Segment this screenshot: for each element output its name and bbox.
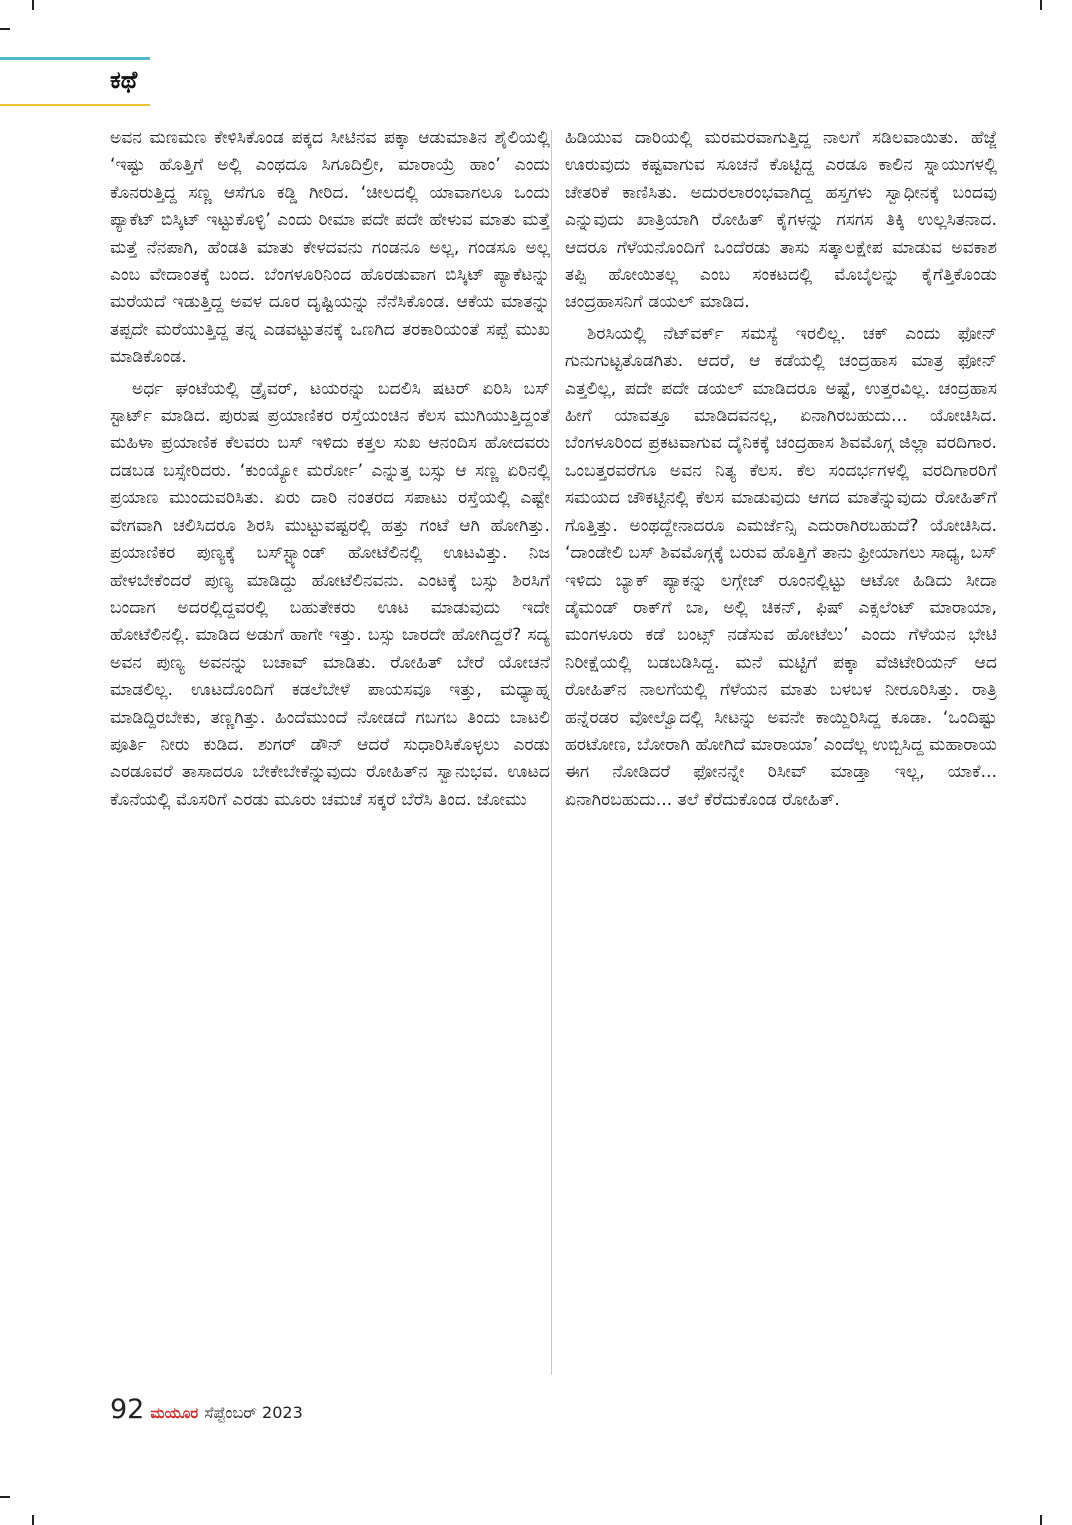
section-label: ಕಥೆ [110,66,138,94]
crop-mark [32,1515,34,1525]
article-paragraph: ಅವನ ಮಣಮಣ ಕೇಳಿಸಿಕೊಂಡ ಪಕ್ಕದ ಸೀಟಿನವ ಪಕ್ಕಾ ಆಡುಮಾತಿನ ಶೈಲಿಯಲ್ಲಿ ‘ಇಷ್ಟು ಹೊತ್ತಿಗೆ ಅಲ್ಲಿ ಎಂಥದೂ ಸಿಗೂದಿಲ್ರೀ, ಮಾರಾಯ್ರೆ ಹಾಂ’ ಎಂದು ಕೊನರುತ್ತಿದ್ದ ಸಣ್ಣ ಆಸೆಗೂ ಕಡ್ಡಿ ಗೀರಿದ. ‘ಚೀಲದಲ್ಲಿ ಯಾವಾಗಲೂ ಒಂದು ಪ್ಯಾಕೆಟ್ ಬಿಸ್ಕಿಟ್ ಇಟ್ಟುಕೊಳ್ಳಿ’ ಎಂದು ರೀಮಾ ಪದೇ ಪದೇ ಹೇಳುವ ಮಾತು ಮತ್ತೆ ಮತ್ತೆ ನೆನಪಾಗಿ, ಹೆಂಡತಿ ಮಾತು ಕೇಳದವನು ಗಂಡನೂ ಅಲ್ಲ, ಗಂಡಸೂ ಅಲ್ಲ ಎಂಬ ವೇದಾಂತಕ್ಕೆ ಬಂದ. ಬೆಂಗಳೂರಿನಿಂದ ಹೊರಡುವಾಗ ಬಿಸ್ಕಿಟ್ ಪ್ಯಾಕೆಟನ್ನು ಮರೆಯದೆ ಇಡುತ್ತಿದ್ದ ಅವಳ ದೂರ ದೃಷ್ಟಿಯನ್ನು ನೆನೆಸಿಕೊಂಡ. ಆಕೆಯ ಮಾತನ್ನು ತಪ್ಪದೇ ಮರೆಯುತ್ತಿದ್ದ ತನ್ನ ಎಡವಟ್ಟುತನಕ್ಕೆ ಒಣಗಿದ ತರಕಾರಿಯಂತೆ ಸಪ್ಪೆ ಮುಖ ಮಾಡಿಕೊಂಡ. [110,128,550,368]
article-column-left [110,125,550,814]
article-paragraph: ಹಿಡಿಯುವ ದಾರಿಯಲ್ಲಿ ಮರಮರವಾಗುತ್ತಿದ್ದ ನಾಲಗೆ ಸಡಿಲವಾಯಿತು. ಹೆಜ್ಜೆ ಊರುವುದು ಕಷ್ಟವಾಗುವ ಸೂಚನೆ ಕೊಟ್ಟಿದ್ದ ಎರಡೂ ಕಾಲಿನ ಸ್ನಾಯುಗಳಲ್ಲಿ ಚೇತರಿಕೆ ಕಾಣಿಸಿತು. ಅದುರಲಾರಂಭವಾಗಿದ್ದ ಹಸ್ತಗಳು ಸ್ವಾಧೀನಕ್ಕೆ ಬಂದವು ಎನ್ನುವುದು ಖಾತ್ರಿಯಾಗಿ ರೋಹಿತ್ ಕೈಗಳನ್ನು ಗಸಗಸ ತಿಕ್ಕಿ ಉಲ್ಲಸಿತನಾದ. ಆದರೂ ಗೆಳೆಯನೊಂದಿಗೆ ಒಂದೆರಡು ತಾಸು ಸತ್ಕಾಲಕ್ಷೇಪ ಮಾಡುವ ಅವಕಾಶ ತಪ್ಪಿ ಹೋಯಿತಲ್ಲ ಎಂಬ ಸಂಕಟದಲ್ಲಿ ಮೊಬೈಲನ್ನು ಕೈಗೆತ್ತಿಕೊಂಡು ಚಂದ್ರಹಾಸನಿಗೆ ಡಯಲ್ ಮಾಡಿದ. [565,128,997,313]
crop-mark [1040,0,1042,10]
article-column-right [565,125,997,814]
column-divider [551,130,552,1375]
crop-mark [32,0,34,10]
crop-mark [0,1496,10,1498]
issue-date: ಸೆಪ್ಟೆಂಬರ್ 2023 [204,1403,303,1422]
article-paragraph: ಶಿರಸಿಯಲ್ಲಿ ನೆಟ್‌ವರ್ಕ್ ಸಮಸ್ಯೆ ಇರಲಿಲ್ಲ. ಚಕ್ ಎಂದು ಫೋನ್ ಗುನುಗುಟ್ಟತೊಡಗಿತು. ಆದರೆ, ಆ ಕಡೆಯಲ್ಲಿ ಚಂದ್ರಹಾಸ ಮಾತ್ರ ಫೋನ್ ಎತ್ತಲಿಲ್ಲ, ಪದೇ ಪದೇ ಡಯಲ್ ಮಾಡಿದರೂ ಅಷ್ಟೆ, ಉತ್ತರವಿಲ್ಲ. ಚಂದ್ರಹಾಸ ಹೀಗೆ ಯಾವತ್ತೂ ಮಾಡಿದವನಲ್ಲ, ಏನಾಗಿರಬಹುದು... ಯೋಚಿಸಿದ. ಬೆಂಗಳೂರಿಂದ ಪ್ರಕಟವಾಗುವ ದೈನಿಕಕ್ಕೆ ಚಂದ್ರಹಾಸ ಶಿವಮೊಗ್ಗ ಜಿಲ್ಲಾ ವರದಿಗಾರ. ಒಂಬತ್ತರವರೆಗೂ ಅವನ ನಿತ್ಯ ಕೆಲಸ. ಕೆಲ ಸಂದರ್ಭಗಳಲ್ಲಿ ವರದಿಗಾರರಿಗೆ ಸಮಯದ ಚೌಕಟ್ಟಿನಲ್ಲಿ ಕೆಲಸ ಮಾಡುವುದು ಆಗದ ಮಾತೆನ್ನುವುದು ರೋಹಿತ್‌ಗೆ ಗೊತ್ತಿತ್ತು. ಅಂಥದ್ದೇನಾದರೂ ಎಮರ್ಜೆನ್ಸಿ ಎದುರಾಗಿರಬಹುದೆ? ಯೋಚಿಸಿದ. ‘ದಾಂಡೇಲಿ ಬಸ್ ಶಿವಮೊಗ್ಗಕ್ಕೆ ಬರುವ ಹೊತ್ತಿಗೆ ತಾನು ಫ್ರೀಯಾಗಲು ಸಾಧ್ಯ, ಬಸ್ ಇಳಿದು ಬ್ಯಾಕ್ ಪ್ಯಾಕನ್ನು ಲಗ್ಗೇಜ್ ರೂಂನಲ್ಲಿಟ್ಟು ಆಟೋ ಹಿಡಿದು ಸೀದಾ ಡೈಮಂಡ್ ರಾಕ್‌ಗೆ ಬಾ, ಅಲ್ಲಿ ಚಿಕನ್, ಫಿಷ್ ಎಕ್ಸಲೆಂಟ್ ಮಾರಾಯಾ, ಮಂಗಳೂರು ಕಡೆ ಬಂಟ್ಸ್ ನಡೆಸುವ ಹೋಟೆಲು’ ಎಂದು ಗೆಳೆಯನ ಭೇಟಿ ನಿರೀಕ್ಷೆಯಲ್ಲಿ ಬಡಬಡಿಸಿದ್ದ. ಮನೆ ಮಟ್ಟಿಗೆ ಪಕ್ಕಾ ವೆಜಿಟೇರಿಯನ್ ಆದ ರೋಹಿತ್‌ನ ನಾಲಗೆಯಲ್ಲಿ ಗೆಳೆಯನ ಮಾತು ಬಳಬಳ ನೀರೂರಿಸಿತ್ತು. ರಾತ್ರಿ ಹನ್ನೆರಡರ ವೋಲ್ವೊದಲ್ಲಿ ಸೀಟನ್ನು ಅವನೇ ಕಾಯ್ದಿರಿಸಿದ್ದ ಕೂಡಾ. ‘ಒಂದಿಷ್ಟು ಹರಟೋಣ, ಬೋರಾಗಿ ಹೋಗಿದೆ ಮಾರಾಯಾ’ ಎಂದೆಲ್ಲ ಉಬ್ಬಿಸಿದ್ದ ಮಹಾರಾಯ ಈಗ ನೋಡಿದರೆ ಫೋನನ್ನೇ ರಿಸೀವ್ ಮಾಡ್ತಾ ಇಲ್ಲ, ಯಾಕೆ... ಏನಾಗಿರಬಹುದು... ತಲೆ ಕೆರೆದುಕೊಂಡ ರೋಹಿತ್. [565,323,997,810]
article-paragraph: ಅರ್ಧ ಘಂಟೆಯಲ್ಲಿ ಡ್ರೈವರ್, ಟಯರನ್ನು ಬದಲಿಸಿ ಷಟರ್ ಏರಿಸಿ ಬಸ್ ಸ್ಟಾರ್ಟ್ ಮಾಡಿದ. ಪುರುಷ ಪ್ರಯಾಣಿಕರ ರಸ್ತೆಯಂಚಿನ ಕೆಲಸ ಮುಗಿಯುತ್ತಿದ್ದಂತೆ ಮಹಿಳಾ ಪ್ರಯಾಣಿಕ ಕೆಲವರು ಬಸ್ ಇಳಿದು ಕತ್ತಲ ಸುಖ ಆನಂದಿಸ ಹೋದವರು ದಡಬಡ ಬಸ್ಸೇರಿದರು. ‘ಕುಂಯ್ಯೋ ಮರ್ರೋ’ ಎನ್ನುತ್ತ ಬಸ್ಸು ಆ ಸಣ್ಣ ಏರಿನಲ್ಲಿ ಪ್ರಯಾಣ ಮುಂದುವರಿಸಿತು. ಏರು ದಾರಿ ನಂತರದ ಸಪಾಟು ರಸ್ತೆಯಲ್ಲಿ ಎಷ್ಟೇ ವೇಗವಾಗಿ ಚಲಿಸಿದರೂ ಶಿರಸಿ ಮುಟ್ಟುವಷ್ಟರಲ್ಲಿ ಹತ್ತು ಗಂಟೆ ಆಗಿ ಹೋಗಿತ್ತು. ಪ್ರಯಾಣಿಕರ ಪುಣ್ಯಕ್ಕೆ ಬಸ್‌ಸ್ಟ್ಯಾಂಡ್ ಹೋಟೆಲಿನಲ್ಲಿ ಊಟವಿತ್ತು. ನಿಜ ಹೇಳಬೇಕೆಂದರೆ ಪುಣ್ಯ ಮಾಡಿದ್ದು ಹೋಟೆಲಿನವನು. ಎಂಟಕ್ಕೆ ಬಸ್ಸು ಶಿರಸಿಗೆ ಬಂದಾಗ ಅದರಲ್ಲಿದ್ದವರಲ್ಲಿ ಬಹುತೇಕರು ಊಟ ಮಾಡುವುದು ಇದೇ ಹೋಟೆಲಿನಲ್ಲಿ. ಮಾಡಿದ ಅಡುಗೆ ಹಾಗೇ ಇತ್ತು. ಬಸ್ಸು ಬಾರದೇ ಹೋಗಿದ್ದರೆ? ಸದ್ಯ ಅವನ ಪುಣ್ಯ ಅವನನ್ನು ಬಚಾವ್ ಮಾಡಿತು. ರೋಹಿತ್ ಬೇರೆ ಯೋಚನೆ ಮಾಡಲಿಲ್ಲ. ಊಟದೊಂದಿಗೆ ಕಡಲೆಬೇಳೆ ಪಾಯಸವೂ ಇತ್ತು, ಮಧ್ಯಾಹ್ನ ಮಾಡಿದ್ದಿರಬೇಕು, ತಣ್ಣಗಿತ್ತು. ಹಿಂದೆಮುಂದೆ ನೋಡದೆ ಗಬಗಬ ತಿಂದು ಬಾಟಲಿ ಪೂರ್ತಿ ನೀರು ಕುಡಿದ. ಶುಗರ್ ಡೌನ್ ಆದರೆ ಸುಧಾರಿಸಿಕೊಳ್ಳಲು ಎರಡು ಎರಡೂವರೆ ತಾಸಾದರೂ ಬೇಕೇಬೇಕೆನ್ನುವುದು ರೋಹಿತ್‌ನ ಸ್ವಾನುಭವ. ಊಟದ ಕೊನೆಯಲ್ಲಿ ಮೊಸರಿಗೆ ಎರಡು ಮೂರು ಚಮಚೆ ಸಕ್ಕರೆ ಬೆರೆಸಿ ತಿಂದ. ಜೋಮು [110,378,550,810]
magazine-logo: ಮಯೂರ [150,1404,199,1422]
page-footer [110,1394,303,1425]
crop-mark [1040,1515,1042,1525]
crop-mark [0,28,10,30]
header-accent-rule [0,57,150,60]
page-number: 92 [110,1394,145,1425]
header-accent-rule-secondary [0,104,150,106]
